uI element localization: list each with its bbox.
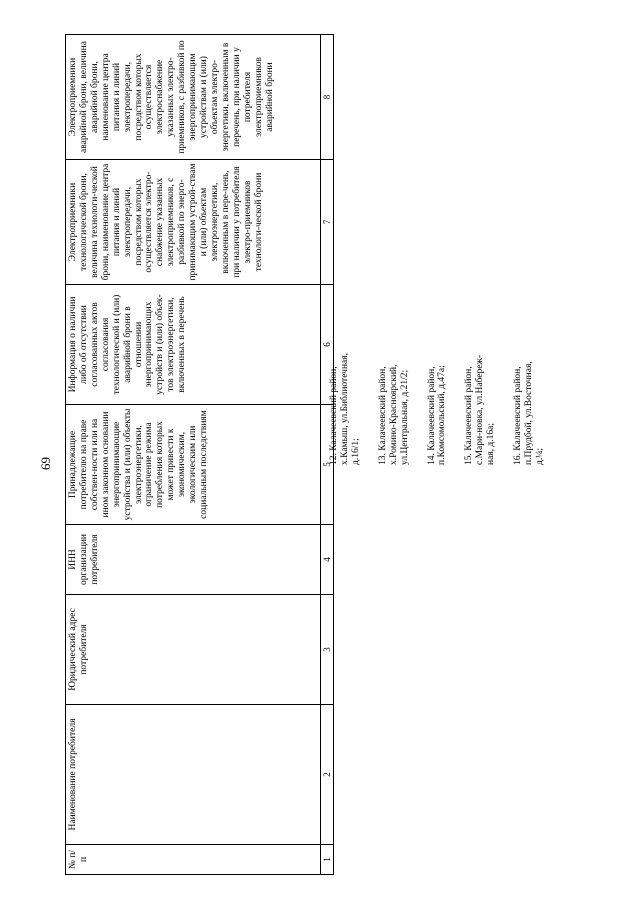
address-entry: 13. Калачеевский район, х.Ромино-Красноярский, ул.Центральная, д.21/2; <box>377 364 410 465</box>
header-row <box>66 35 321 875</box>
header-cell-7: Электроприемники технологической брони, величина технологи-ческой брони, наименование центра питания и линий электропередачи, посредством которых осуществляется электро-снабжение указанных электроприемников, с разбивкой по энерго-принимающим устрой-ствам и (или) объектам электроэнергетики, включенным в пере-чень, при наличии у потребителя электро-приемников технологи-ческой брони <box>66 160 321 285</box>
column-number: 7 <box>321 160 334 285</box>
address-list <box>329 353 562 465</box>
column-number: 4 <box>321 525 334 595</box>
header-cell-4: ИНН организации потребителя <box>66 525 321 595</box>
column-number: 6 <box>321 285 334 405</box>
column-number: 2 <box>321 705 334 845</box>
header-cell-2: Наименование потребителя <box>66 705 321 845</box>
column-number: 3 <box>321 595 334 705</box>
header-cell-8: Электроприемники аварийной брони, величина аварийной брони, наименование центра питания и линий электропередачи, посредством которых осуществляется электроснабжение указанных электро-приемников, с разбивкой по энергопринимающим устройствам и (или) объектам электро-энергетики, включенным в перечень, при наличии у потребителя электроприемников аварийной брони <box>66 35 321 160</box>
page-number: 69 <box>38 457 53 470</box>
header-cell-3: Юридический адрес потребителя <box>66 595 321 705</box>
header-cell-1: № п/п <box>66 845 321 875</box>
address-entry: 12. Калачеевский район, х.Камыш, ул.Библиотечная, д.16/1; <box>329 352 361 465</box>
address-entry: 15. Калачеевский район, с.Мари-новка, ул.Набереж-ная, д.16а; <box>464 354 497 465</box>
column-number: 8 <box>321 35 334 160</box>
header-cell-6: Информация о наличии либо об отсутствии согласованных актов согласования технологической и (или) аварийной брони в отношении энергопринимающих устройств и (или) объек-тов электроэнергетики, включенных в перечень <box>66 285 321 405</box>
consumer-table <box>65 34 334 875</box>
address-entry: 16. Калачеевский район, п.Прудбой, ул.Восточная, д.¼; <box>513 361 545 465</box>
column-number: 1 <box>321 845 334 875</box>
column-number: 5 <box>321 405 334 525</box>
address-entry: 14. Калачеевский район, п.Комсомольский, д.47а; <box>426 365 448 465</box>
rotated-table-sheet <box>65 35 635 875</box>
header-cell-5: Принадлежащие потребителю на праве собствен-ности или на ином законном основании энергопринимающие устройства и (или) объекты электроэнергетики, ограничение режима потребления которых может привести к экономическим, экологическим или социальным последствиям <box>66 405 321 525</box>
